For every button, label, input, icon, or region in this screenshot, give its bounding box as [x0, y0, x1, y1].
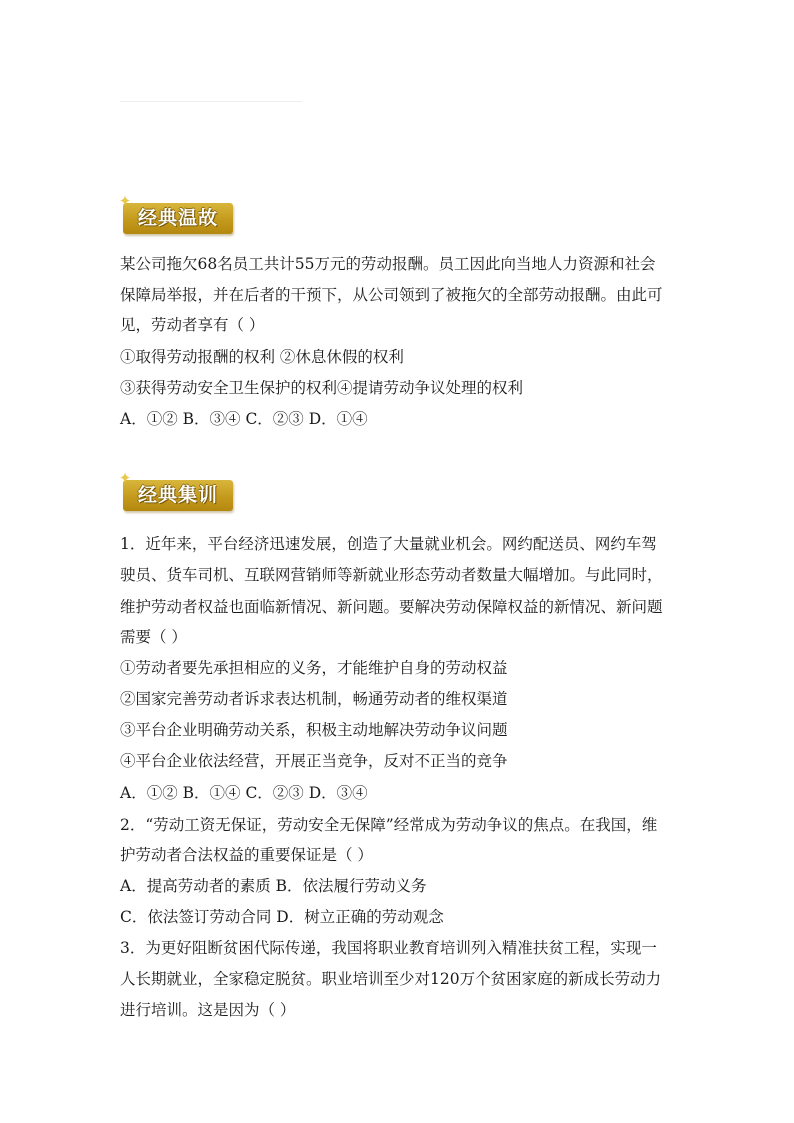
review-options: A．①② B．③④ C．②③ D．①④: [120, 410, 368, 428]
review-stem-line-3: 见，劳动者享有（ ）: [120, 316, 265, 334]
q3-stem-line-2: 人长期就业，全家稳定脱贫。职业培训至少对120万个贫困家庭的新成长劳动力: [120, 970, 662, 988]
review-statements-line-1: ①取得劳动报酬的权利 ②休息休假的权利: [120, 348, 404, 366]
review-stem-line-2: 保障局举报，并在后者的干预下，从公司领到了被拖欠的全部劳动报酬。由此可: [120, 286, 663, 304]
sparkle-icon: ✦: [118, 469, 132, 487]
review-statements-line-2: ③获得劳动安全卫生保护的权利④提请劳动争议处理的权利: [120, 379, 524, 397]
q1-statement-1: ①劳动者要先承担相应的义务，才能维护自身的劳动权益: [120, 659, 508, 677]
q1-stem-line-4: 需要（ ）: [120, 628, 187, 646]
section-title-review: 经典温故: [137, 207, 218, 229]
sparkle-icon: ✦: [118, 192, 132, 210]
q1-statement-2: ②国家完善劳动者诉求表达机制，畅通劳动者的维权渠道: [120, 690, 508, 708]
q2-stem-line-2: 护劳动者合法权益的重要保证是（ ）: [120, 846, 373, 864]
q1-stem-line-1: 1．近年来，平台经济迅速发展，创造了大量就业机会。网约配送员、网约车驾: [120, 535, 657, 553]
q1-stem-line-2: 驶员、货车司机、互联网营销师等新就业形态劳动者数量大幅增加。与此同时，: [120, 566, 663, 584]
q1-stem-line-3: 维护劳动者权益也面临新情况、新问题。要解决劳动保障权益的新情况、新问题: [120, 598, 663, 616]
q3-stem-line-3: 进行培训。这是因为（ ）: [120, 1001, 296, 1019]
review-stem-line-1: 某公司拖欠68名员工共计55万元的劳动报酬。员工因此向当地人力资源和社会: [120, 255, 656, 273]
q2-options-line-2: C．依法签订劳动合同 D．树立正确的劳动观念: [120, 908, 444, 926]
q3-stem-line-1: 3．为更好阻断贫困代际传递，我国将职业教育培训列入精准扶贫工程，实现一: [120, 939, 657, 957]
q1-options: A．①② B．①④ C．②③ D．③④: [120, 784, 368, 802]
section-title-practice: 经典集训: [137, 484, 218, 506]
section-badge-practice: [118, 469, 233, 511]
section-badge-review: [118, 192, 233, 234]
q2-options-line-1: A．提高劳动者的素质 B．依法履行劳动义务: [120, 877, 427, 895]
q1-statement-4: ④平台企业依法经营，开展正当竞争，反对不正当的竞争: [120, 752, 508, 770]
q2-stem-line-1: 2．“劳动工资无保证，劳动安全无保障”经常成为劳动争议的焦点。在我国，维: [120, 816, 658, 834]
q1-statement-3: ③平台企业明确劳动关系，积极主动地解决劳动争议问题: [120, 721, 508, 739]
header-rule: [120, 101, 302, 102]
